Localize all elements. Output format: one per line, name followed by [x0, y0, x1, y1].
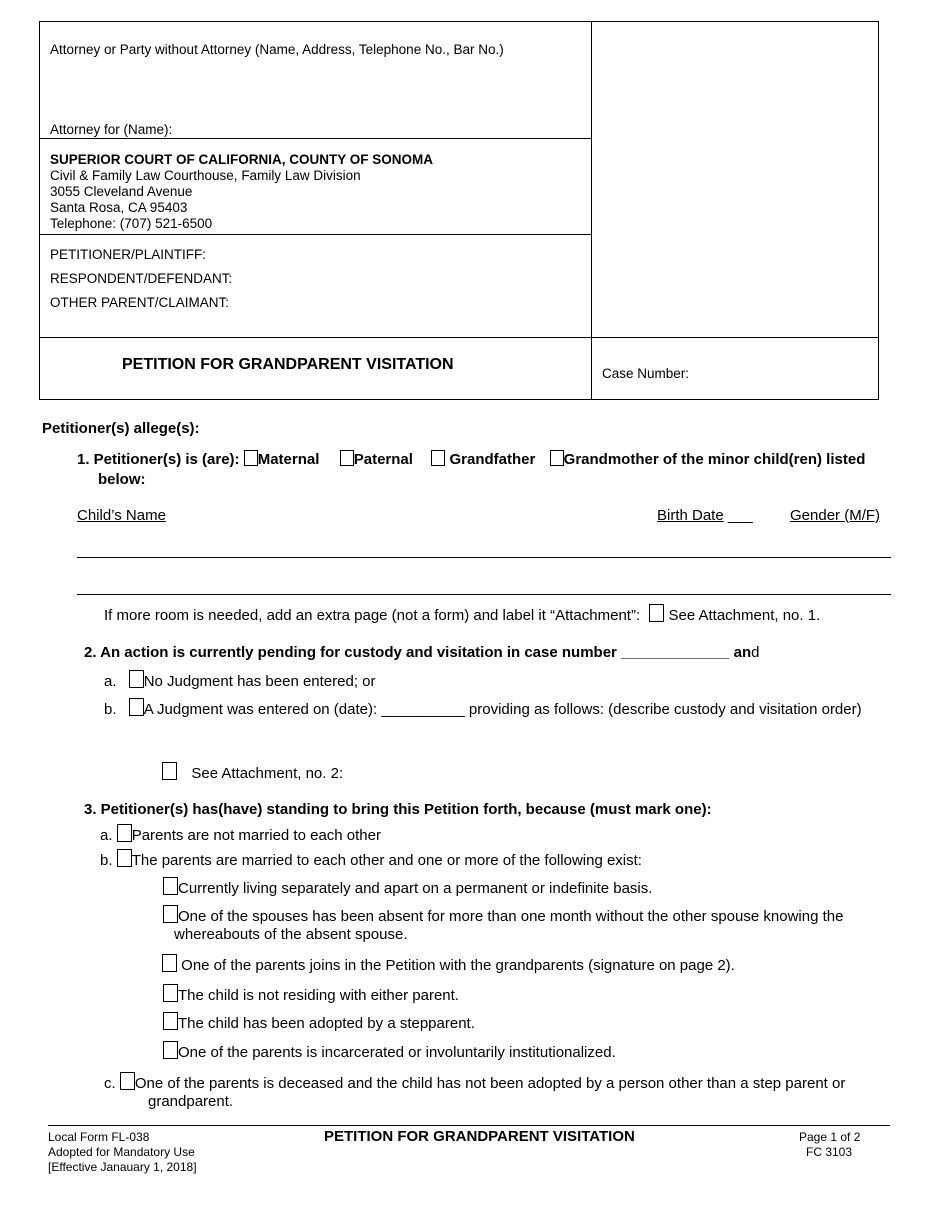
footer-page: Page 1 of 2 [799, 1130, 861, 1144]
grandfather-checkbox[interactable] [431, 450, 445, 466]
item3-heading: 3. Petitioner(s) has(have) standing to bring this Petition forth, because (must mark one): [84, 801, 712, 818]
sub3-line [162, 954, 735, 974]
birth-date-column [657, 507, 753, 524]
stepparent-adopted-text: The child has been adopted by a stepparent. [178, 1015, 475, 1032]
court-line-2: 3055 Cleveland Avenue [50, 184, 193, 199]
form-title: PETITION FOR GRANDPARENT VISITATION [122, 356, 454, 373]
attorney-for-label: Attorney for (Name): [50, 122, 173, 137]
not-residing-text: The child is not residing with either parent. [178, 987, 459, 1004]
item3a-label: a. [100, 827, 113, 844]
gender-column: Gender (M/F) [790, 507, 881, 524]
respondent-label: RESPONDENT/DEFENDANT: [50, 271, 233, 286]
grandfather-label: Grandfather [449, 451, 536, 468]
child-name-column: Child’s Name [77, 507, 166, 524]
divider-attorney-court [39, 138, 591, 139]
item2-heading-tail: d [751, 644, 760, 661]
child-row-line-1[interactable] [77, 557, 891, 558]
item3c-line [104, 1072, 845, 1092]
court-line-1: Civil & Family Law Courthouse, Family Law Division [50, 168, 361, 183]
case-number-label: Case Number: [602, 366, 690, 381]
spouse-absent-checkbox[interactable] [163, 905, 178, 923]
footer-title: PETITION FOR GRANDPARENT VISITATION [324, 1128, 635, 1145]
divider-court-parties [39, 234, 591, 235]
not-married-checkbox[interactable] [117, 824, 132, 842]
petitioner-label: PETITIONER/PLAINTIFF: [50, 247, 207, 262]
sub1-line [163, 877, 652, 897]
footer-mandatory: Adopted for Mandatory Use [48, 1145, 195, 1159]
attachment2-checkbox[interactable] [162, 762, 177, 780]
item1-prefix: 1. Petitioner(s) is (are): [77, 451, 240, 468]
parent-deceased-checkbox[interactable] [120, 1072, 135, 1090]
sub6-line [163, 1041, 616, 1061]
no-judgment-checkbox[interactable] [129, 670, 144, 688]
spouse-absent-text: One of the spouses has been absent for more than one month without the other spouse knowing the [178, 908, 844, 925]
footer-code: FC 3103 [806, 1145, 853, 1159]
item1-continuation: below: [98, 471, 146, 488]
attachment1-note: If more room is needed, add an extra page (not a form) and label it “Attachment”: [104, 607, 641, 624]
item2b-label: b. [104, 701, 117, 718]
birth-date-blank: ___ [727, 507, 753, 524]
married-text: The parents are married to each other and one or more of the following exist: [131, 852, 642, 869]
parent-joins-text: One of the parents joins in the Petition with the grandparents (signature on page 2). [177, 957, 735, 974]
living-separately-checkbox[interactable] [163, 877, 178, 895]
child-row-line-2[interactable] [77, 594, 891, 595]
allegations-intro: Petitioner(s) allege(s): [42, 420, 200, 437]
item3b-line [100, 849, 642, 869]
footer-rule [48, 1125, 890, 1126]
incarcerated-checkbox[interactable] [163, 1041, 178, 1059]
sub5-line [163, 1012, 475, 1032]
judgment-entered-checkbox[interactable] [129, 698, 144, 716]
item3c-label: c. [104, 1075, 116, 1092]
not-residing-checkbox[interactable] [163, 984, 178, 1002]
maternal-label: Maternal [257, 451, 320, 468]
sub2-line [163, 905, 843, 925]
judgment-entered-text: A Judgment was entered on (date): __________ providing as follows: (describe custody and visitation order) [143, 701, 862, 718]
footer-form-id: Local Form FL-038 [48, 1130, 150, 1144]
court-line-4: Telephone: (707) 521-6500 [50, 216, 213, 231]
paternal-checkbox[interactable] [340, 450, 354, 466]
parent-joins-checkbox[interactable] [162, 954, 177, 972]
item3a-line [100, 824, 381, 844]
item2-heading [84, 644, 760, 661]
sub2-continuation: whereabouts of the absent spouse. [174, 926, 408, 943]
stepparent-adopted-checkbox[interactable] [163, 1012, 178, 1030]
item2b-line [104, 698, 862, 718]
item2a-label: a. [104, 673, 117, 690]
sub4-line [163, 984, 459, 1004]
attorney-label: Attorney or Party without Attorney (Name, Address, Telephone No., Bar No.) [50, 42, 504, 57]
living-separately-text: Currently living separately and apart on a permanent or indefinite basis. [178, 880, 653, 897]
incarcerated-text: One of the parents is incarcerated or involuntarily institutionalized. [178, 1044, 616, 1061]
item1-line [77, 450, 865, 468]
attachment1-line [104, 604, 820, 624]
maternal-checkbox[interactable] [244, 450, 258, 466]
parent-deceased-text: One of the parents is deceased and the child has not been adopted by a person other than a step parent or [134, 1075, 846, 1092]
birth-date-label: Birth Date [657, 507, 724, 524]
other-parent-label: OTHER PARENT/CLAIMANT: [50, 295, 230, 310]
attachment1-ref: See Attachment, no. 1. [668, 607, 821, 624]
attachment1-checkbox[interactable] [649, 604, 664, 622]
item3b-label: b. [100, 852, 113, 869]
caption-vertical-divider [591, 21, 592, 400]
item2-heading-main: 2. An action is currently pending for custody and visitation in case number _____________ an [84, 644, 752, 661]
court-line-3: Santa Rosa, CA 95403 [50, 200, 188, 215]
no-judgment-text: No Judgment has been entered; or [143, 673, 376, 690]
married-checkbox[interactable] [117, 849, 132, 867]
attachment2-ref: See Attachment, no. 2: [191, 765, 344, 782]
not-married-text: Parents are not married to each other [131, 827, 381, 844]
grandmother-checkbox[interactable] [550, 450, 564, 466]
court-name: SUPERIOR COURT OF CALIFORNIA, COUNTY OF SONOMA [50, 152, 434, 167]
divider-parties-title [39, 337, 879, 338]
footer-effective: [Effective Janauary 1, 2018] [48, 1160, 197, 1174]
paternal-label: Paternal [353, 451, 413, 468]
grandmother-label: Grandmother of the minor child(ren) listed [563, 451, 866, 468]
attachment2-line [162, 762, 343, 782]
item2a-line [104, 670, 376, 690]
item3c-continuation: grandparent. [148, 1093, 234, 1110]
